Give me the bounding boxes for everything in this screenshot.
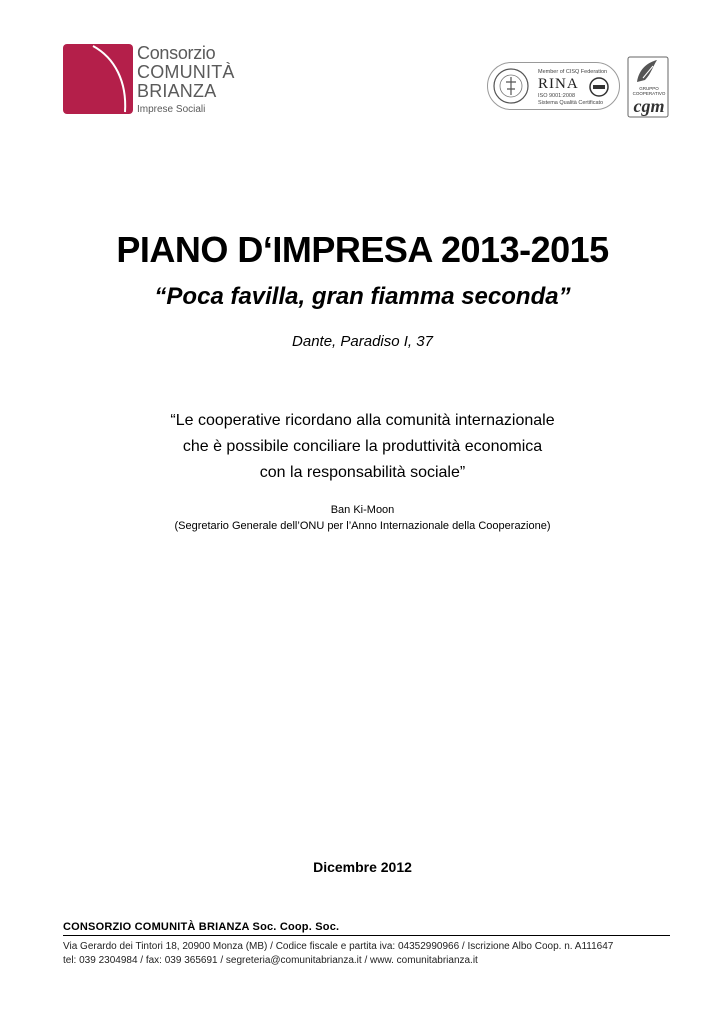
logo-line-consorzio: Consorzio [137, 43, 216, 63]
document-title: PIANO D‘IMPRESA 2013-2015 [116, 229, 609, 270]
cert-member-text: Member of CISQ Federation [538, 69, 608, 75]
quote-line: che è possibile conciliare la produttività economica [182, 438, 543, 455]
certification-badge [487, 62, 620, 110]
quote-author-role: (Segretario Generale dell’ONU per l’Anno Internazionale della Cooperazione) [174, 520, 551, 532]
motto-source: Dante, Paradiso I, 37 [292, 333, 433, 350]
logo-line-comunita: COMUNITÀ [137, 62, 235, 82]
footer-divider [63, 935, 670, 936]
quote-author: Ban Ki-Moon [330, 504, 395, 516]
footer-contacts: tel: 039 2304984 / fax: 039 365691 / segreteria@comunitabrianza.it / www. comunitabrianza.it [63, 955, 478, 966]
cgm-name-text: cgm [633, 96, 665, 116]
logo-line-imprese-sociali: Imprese Sociali [137, 104, 206, 115]
quality-system-text: Sistema Qualità Certificato [538, 100, 604, 106]
cgm-gruppo-text: GRUPPO COOPERATIVO [632, 86, 666, 96]
quote-line: “Le cooperative ricordano alla comunità internazionale [170, 412, 555, 429]
rina-text: RINA [538, 76, 579, 92]
iso-text: ISO 9001:2008 [538, 93, 576, 99]
document-date: Dicembre 2012 [313, 859, 412, 875]
logo-line-brianza: BRIANZA [137, 81, 217, 101]
quote-line: con la responsabilità sociale” [259, 464, 466, 481]
consorzio-logo-mark [63, 44, 133, 114]
footer-address: Via Gerardo dei Tintori 18, 20900 Monza (MB) / Codice fiscale e partita iva: 04352990966 / Iscrizione Albo Coop. n. A111647 [63, 941, 614, 952]
footer-organization: CONSORZIO COMUNITÀ BRIANZA Soc. Coop. Soc. [63, 921, 340, 933]
iqnet-icon [589, 77, 609, 97]
cisq-seal-icon [492, 67, 530, 105]
quote [0, 408, 725, 486]
consorzio-logo-text [137, 44, 235, 117]
motto: “Poca favilla, gran fiamma seconda” [154, 283, 571, 310]
